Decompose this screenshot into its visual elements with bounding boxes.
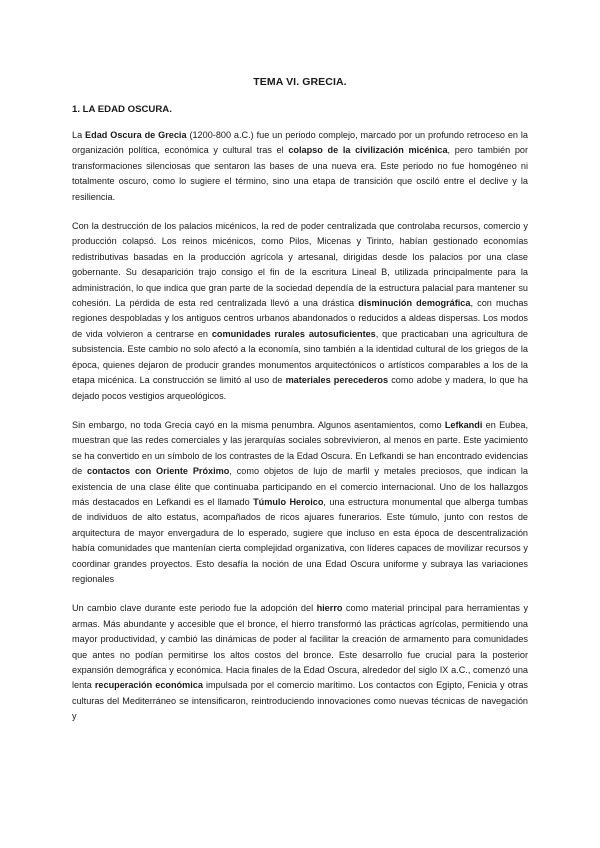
bold-term: Lefkandi <box>444 419 483 430</box>
bold-term: Edad Oscura de Grecia <box>85 130 187 140</box>
text-run: , una estructura monumental que alberga tumbas de individuos de alto estatus, acompañados de ricos ajuares funerarios. Este túmulo, junto con restos de arquitectura de mayor envergadura de lo esperado, sugiere que incluso en esta época de descentralización había comunidades que mantenían cierta complejidad organizativa, con líderes capaces de movilizar recursos y coordinar grandes proyectos. Esto desafía la noción de una Edad Oscura uniforme y subraya las variaciones regionales <box>72 496 528 584</box>
bold-term: recuperación económica <box>94 680 203 691</box>
text-run: (1200-800 a.C.) fue un periodo complejo, marcado por un profundo retroceso en la organización política, económica y cultural tras el <box>72 130 528 156</box>
text-run: Un cambio clave durante este periodo fue la adopción del <box>72 603 317 614</box>
document-body <box>72 128 528 725</box>
text-run: impulsada por el comercio marítimo. Los contactos con Egipto, Fenicia y otras culturas del Mediterráneo se intensificaron, reintroduciendo innovaciones como nuevas técnicas de navegación y <box>72 680 528 722</box>
bold-term: hierro <box>316 603 343 614</box>
text-run: , como objetos de lujo de marfil y metales preciosos, que indican la existencia de una clase élite que continuaba participando en el comercio internacional. Uno de los hallazgos más destacados en Lefkandi es el llamado <box>72 466 529 507</box>
paragraph <box>72 128 528 205</box>
text-run: , que practicaban una agricultura de subsistencia. Este cambio no solo afectó a la economía, sino también a la identidad cultural de los griegos de la época, quienes dejaron de producir grandes monumentos arquitectónicos o artísticos comparables a los de la etapa micénica. La construcción se limitó al uso de <box>72 328 528 386</box>
document-title: TEMA VI. GRECIA. <box>253 76 347 88</box>
text-run: Sin embargo, no toda Grecia cayó en la misma penumbra. Algunos asentamientos, como <box>72 419 445 430</box>
bold-term: materiales perecederos <box>285 375 389 386</box>
bold-term: Túmulo Heroico <box>253 496 324 507</box>
text-run: , pero también por transformaciones silenciosas que sentaron las bases de una nueva era. Este periodo no fue homogéneo ni totalmente oscuro, como lo sugiere el término, sino una etapa de transición que osciló entre el declive y la resiliencia. <box>72 145 529 202</box>
text-run: como adobe y madera, lo que ha dejado pocos vestigios arqueológicos. <box>72 375 528 401</box>
text-run: Con la destrucción de los palacios micénicos, la red de poder centralizada que controlaba recursos, comercio y producción colapsó. Los reinos micénicos, como Pilos, Micenas y Tirinto, habían gestionado economías redistributivas basadas en la producción agrícola y artesanal, dirigidas desde los palacios por una clase gobernante. Su desaparición trajo consigo el fin de la escritura Lineal B, utilizada principalmente para la administración, lo que indica que gran parte de la sociedad dependía de la estructura palacial para mantener su cohesión. La pérdida de esta red centralizada llevó a una drástica <box>72 221 528 309</box>
paragraph <box>72 601 528 724</box>
text-run: La <box>72 130 86 140</box>
text-run: como material principal para herramientas y armas. Más abundante y accesible que el bronce, el hierro transformó las prácticas agrícolas, permitiendo una mayor productividad, y cambió las dinámicas de poder al facilitar la creación de armamento para comunidades que antes no podían permitirse los altos costos del bronce. Este desarrollo fue crucial para la posterior expansión demográfica y económica. Hacia finales de la Edad Oscura, alrededor del siglo IX a.C., comenzó una lenta <box>72 603 529 691</box>
paragraph <box>72 219 528 404</box>
bold-term: colapso de la civilización micénica <box>288 145 448 156</box>
bold-term: comunidades rurales autosuficientes <box>211 328 376 339</box>
bold-term: contactos con Oriente Próximo <box>87 466 230 477</box>
paragraph <box>72 418 528 587</box>
bold-term: disminución demográfica <box>358 298 471 309</box>
text-run: , con muchas regiones despobladas y los antiguos centros urbanos abandonados o reducidos a aldeas dispersas. Los modos de vida volvieron a centrarse en <box>72 298 528 339</box>
section-heading: 1. LA EDAD OSCURA. <box>72 104 172 115</box>
text-run: en Eubea, muestran que las redes comerciales y las jerarquías sociales sobrevivieron, al menos en parte. Este yacimiento se ha convertido en un símbolo de los contrastes de la Edad Oscura. En Lefkandi se han encontrado evidencias de <box>72 419 528 477</box>
